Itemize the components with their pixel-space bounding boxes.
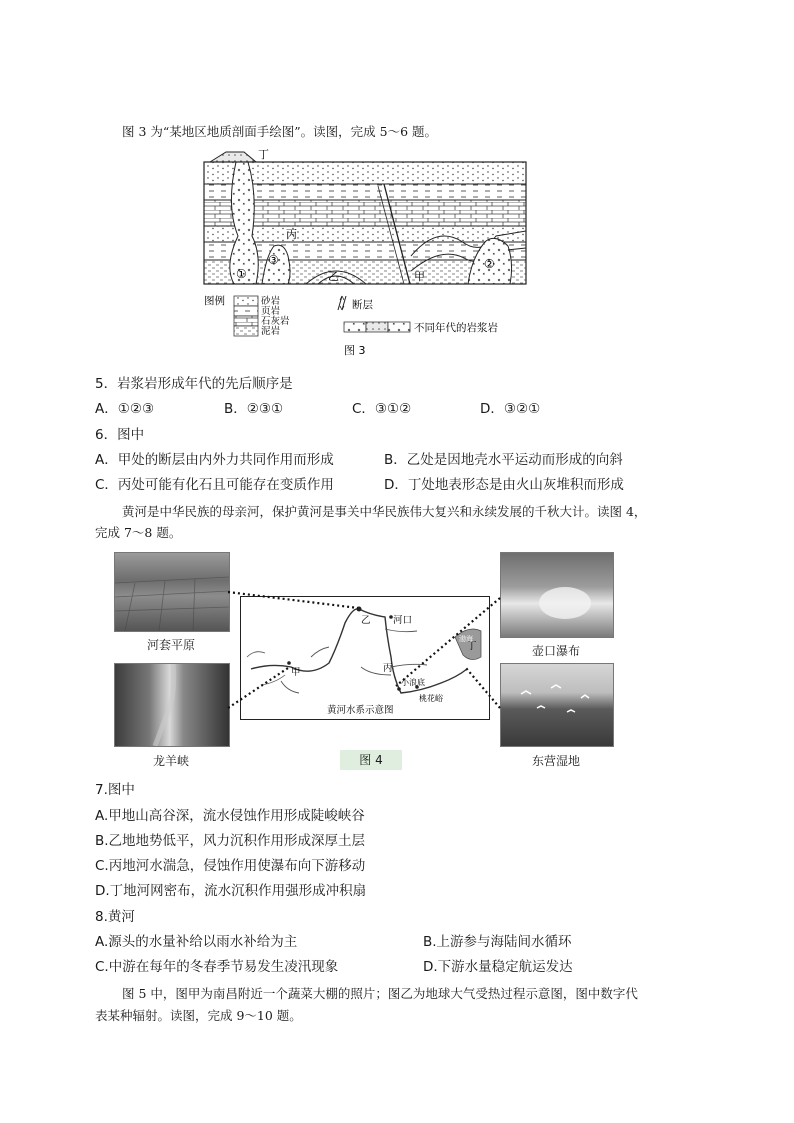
q7-stem: 7.图中 (95, 782, 135, 798)
figure-3-geologic-section (196, 146, 536, 358)
q5-stem: 5．岩浆岩形成年代的先后顺序是 (95, 376, 293, 392)
legend-rock-0: 砂岩 (261, 296, 281, 307)
map-label-bing: 丙 (383, 663, 393, 674)
q7-option-c[interactable]: C.丙地河水湍急，侵蚀作用使瀑布向下游移动 (95, 858, 366, 874)
q6-stem: 6．图中 (95, 427, 145, 443)
map-label-bohai: 渤海 (459, 635, 473, 643)
map-label-jia: 甲 (291, 667, 301, 678)
q8-option-a[interactable]: A.源头的水量补给以雨水补给为主 (95, 934, 298, 950)
caption-dongying-wetland: 东营湿地 (531, 754, 580, 768)
legend-magma: 不同年代的岩浆岩 (414, 322, 498, 334)
label-bing: 丙 (286, 228, 297, 241)
q7-8-intro-line2: 完成 7～8 题。 (95, 525, 182, 540)
q9-10-intro-line1: 图 5 中，图甲为南昌附近一个蔬菜大棚的照片；图乙为地球大气受热过程示意图，图中数字代 (122, 986, 638, 1001)
legend-title: 图例 (204, 295, 225, 307)
label-jia: 甲 (414, 270, 425, 283)
q8-option-c[interactable]: C.中游在每年的冬春季节易发生凌汛现象 (95, 959, 339, 975)
q6-option-a[interactable]: A．甲处的断层由内外力共同作用而形成 (95, 452, 334, 468)
q9-10-intro-line2: 表某种辐射。读图，完成 9～10 题。 (95, 1008, 302, 1023)
figure-4-yellow-river (110, 548, 724, 773)
q8-option-b[interactable]: B.上游参与海陆间水循环 (423, 934, 572, 950)
q5-option-c[interactable]: C．③①② (352, 401, 412, 417)
label-circle-1: ① (236, 267, 247, 281)
map-label-hekou: 河口 (393, 615, 413, 626)
legend-rock-3: 泥岩 (261, 326, 281, 337)
figure-3-caption: 图 3 (344, 344, 366, 357)
q8-option-d[interactable]: D.下游水量稳定航运发达 (423, 959, 573, 975)
map-label-taohuayu: 桃花峪 (419, 694, 443, 703)
legend-fault: 断层 (352, 299, 373, 311)
q6-option-d[interactable]: D．丁处地表形态是由火山灰堆积而形成 (384, 477, 624, 493)
q7-option-b[interactable]: B.乙地地势低平，风力沉积作用形成深厚土层 (95, 833, 366, 849)
caption-hetao-plain: 河套平原 (146, 638, 195, 652)
q5-6-intro: 图 3 为“某地区地质剖面手绘图”。读图，完成 5～6 题。 (122, 124, 438, 139)
map-label-xiaolangdi: 小浪底 (401, 678, 425, 687)
label-circle-3: ③ (268, 253, 279, 267)
map-label-ding: 丁 (467, 641, 477, 652)
q7-option-d[interactable]: D.丁地河网密布，流水沉积作用强形成冲积扇 (95, 883, 367, 899)
label-circle-2: ② (484, 257, 495, 271)
legend-rock-1: 页岩 (261, 306, 281, 317)
figure-4-connector-lines (110, 548, 724, 773)
legend-rock-2: 石灰岩 (261, 316, 290, 327)
q7-8-intro-line1: 黄河是中华民族的母亲河，保护黄河是事关中华民族伟大复兴和永续发展的千秋大计。读图 4， (122, 504, 647, 519)
map-label-yi: 乙 (361, 615, 371, 626)
figure-4-caption: 图 4 (340, 750, 402, 770)
map-title: 黄河水系示意图 (327, 705, 394, 716)
q8-stem: 8.黄河 (95, 909, 135, 925)
q6-option-c[interactable]: C．丙处可能有化石且可能存在变质作用 (95, 477, 334, 493)
q6-option-b[interactable]: B．乙处是因地壳水平运动而形成的向斜 (384, 452, 623, 468)
label-ding: 丁 (258, 148, 269, 161)
caption-hukou-waterfall: 壶口瀑布 (531, 644, 580, 658)
q5-option-b[interactable]: B．②③① (224, 401, 284, 417)
q7-option-a[interactable]: A.甲地山高谷深，流水侵蚀作用形成陡峻峡谷 (95, 808, 365, 824)
q5-option-a[interactable]: A．①②③ (95, 401, 155, 417)
caption-longyang-gorge: 龙羊峡 (152, 754, 189, 768)
q5-option-d[interactable]: D．③②① (480, 401, 541, 417)
label-yi: 乙 (328, 270, 339, 283)
